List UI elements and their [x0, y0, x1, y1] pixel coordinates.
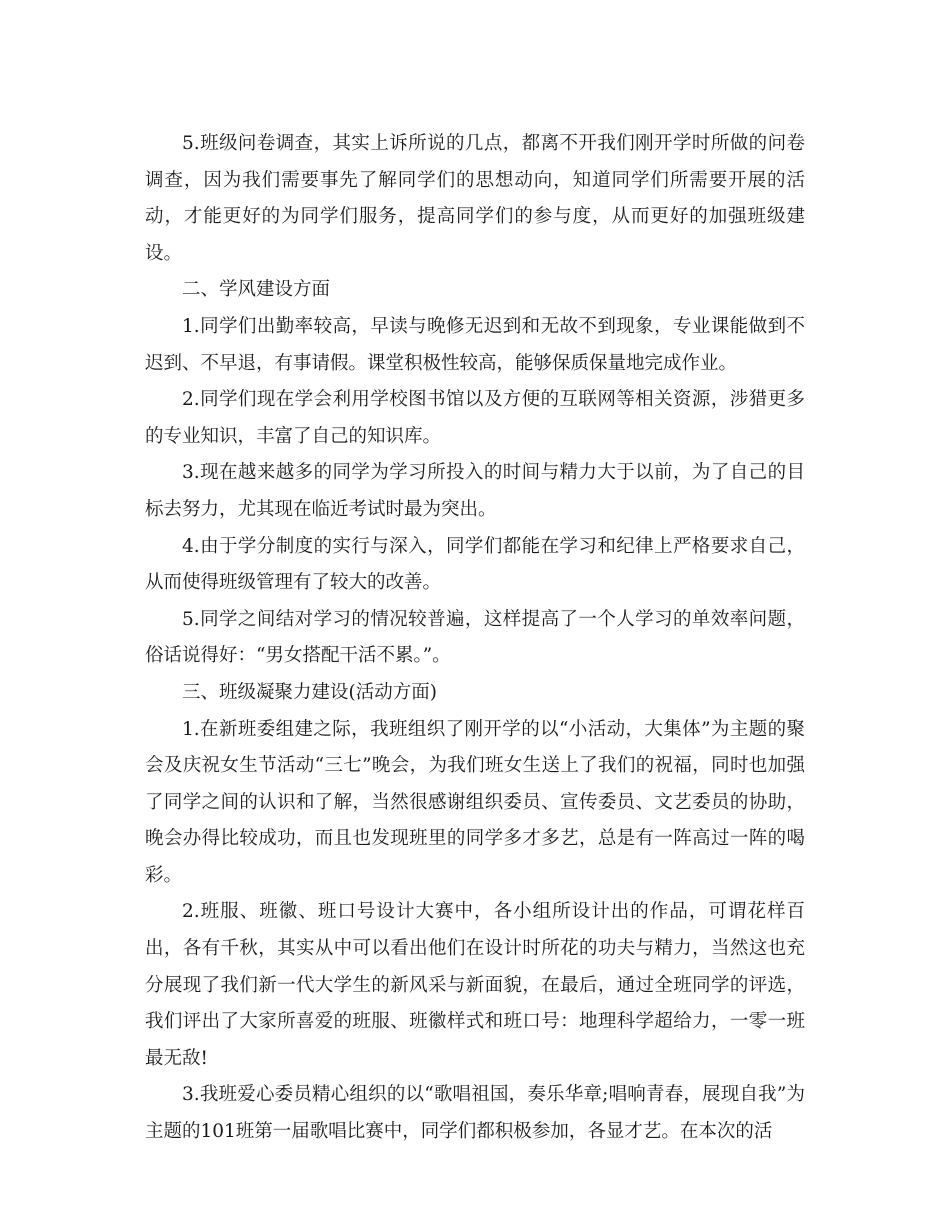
paragraph-class-survey: 5.班级问卷调查，其实上诉所说的几点，都离不开我们刚开学时所做的问卷调查，因为我们需要事先了解同学们的思想动向，知道同学们所需要开展的活动，才能更好的为同学们服务，提高同学们的参与度，从而更好的加强班级建设。: [145, 133, 805, 264]
paragraph-attendance: 1.同学们出勤率较高，早读与晚修无迟到和无故不到现象，专业课能做到不迟到、不早退，有事请假。课堂积极性较高，能够保质保量地完成作业。: [145, 315, 805, 374]
paragraph-credit-system: 4.由于学分制度的实行与深入，同学们都能在学习和纪律上严格要求自己，从而使得班级管理有了较大的改善。: [145, 535, 805, 594]
paragraph-study-time: 3.现在越来越多的同学为学习所投入的时间与精力大于以前，为了自己的目标去努力，尤其现在临近考试时最为突出。: [145, 462, 805, 520]
paragraph-peer-study: 5.同学之间结对学习的情况较普遍，这样提高了一个人学习的单效率问题，俗话说得好：“男女搭配干活不累。”。: [145, 608, 805, 667]
paragraph-library-resources: 2.同学们现在学会利用学校图书馆以及方便的互联网等相关资源，涉猎更多的专业知识，丰富了自己的知识库。: [145, 389, 805, 447]
paragraph-gathering-event: 1.在新班委组建之际，我班组织了刚开学的以“小活动，大集体”为主题的聚会及庆祝女生节活动“三七”晚会，为我们班女生送上了我们的祝福，同时也加强了同学之间的认识和了解，当然很感谢组织委员、宣传委员、文艺委员的协助，晚会办得比较成功，而且也发现班里的同学多才多艺，总是有一阵高过一阵的喝彩。: [145, 718, 805, 886]
paragraph-singing-contest: 3.我班爱心委员精心组织的以“歌唱祖国，奏乐华章;唱响青春，展现自我”为主题的101班第一届歌唱比赛中，同学们都积极参加，各显才艺。在本次的活: [145, 1084, 805, 1143]
paragraph-design-contest: 2.班服、班徽、班口号设计大赛中，各小组所设计出的作品，可谓花样百出，各有千秋，其实从中可以看出他们在设计时所花的功夫与精力，当然这也充分展现了我们新一代大学生的新风采与新面貌，在最后，通过全班同学的评选，我们评出了大家所喜爱的班服、班徽样式和班口号：地理科学超给力，一零一班最无敌!: [145, 901, 805, 1069]
section-heading-study-style: 二、学风建设方面: [182, 279, 331, 301]
document-body: [145, 126, 805, 1151]
section-heading-cohesion: 三、班级凝聚力建设(活动方面): [182, 681, 437, 703]
